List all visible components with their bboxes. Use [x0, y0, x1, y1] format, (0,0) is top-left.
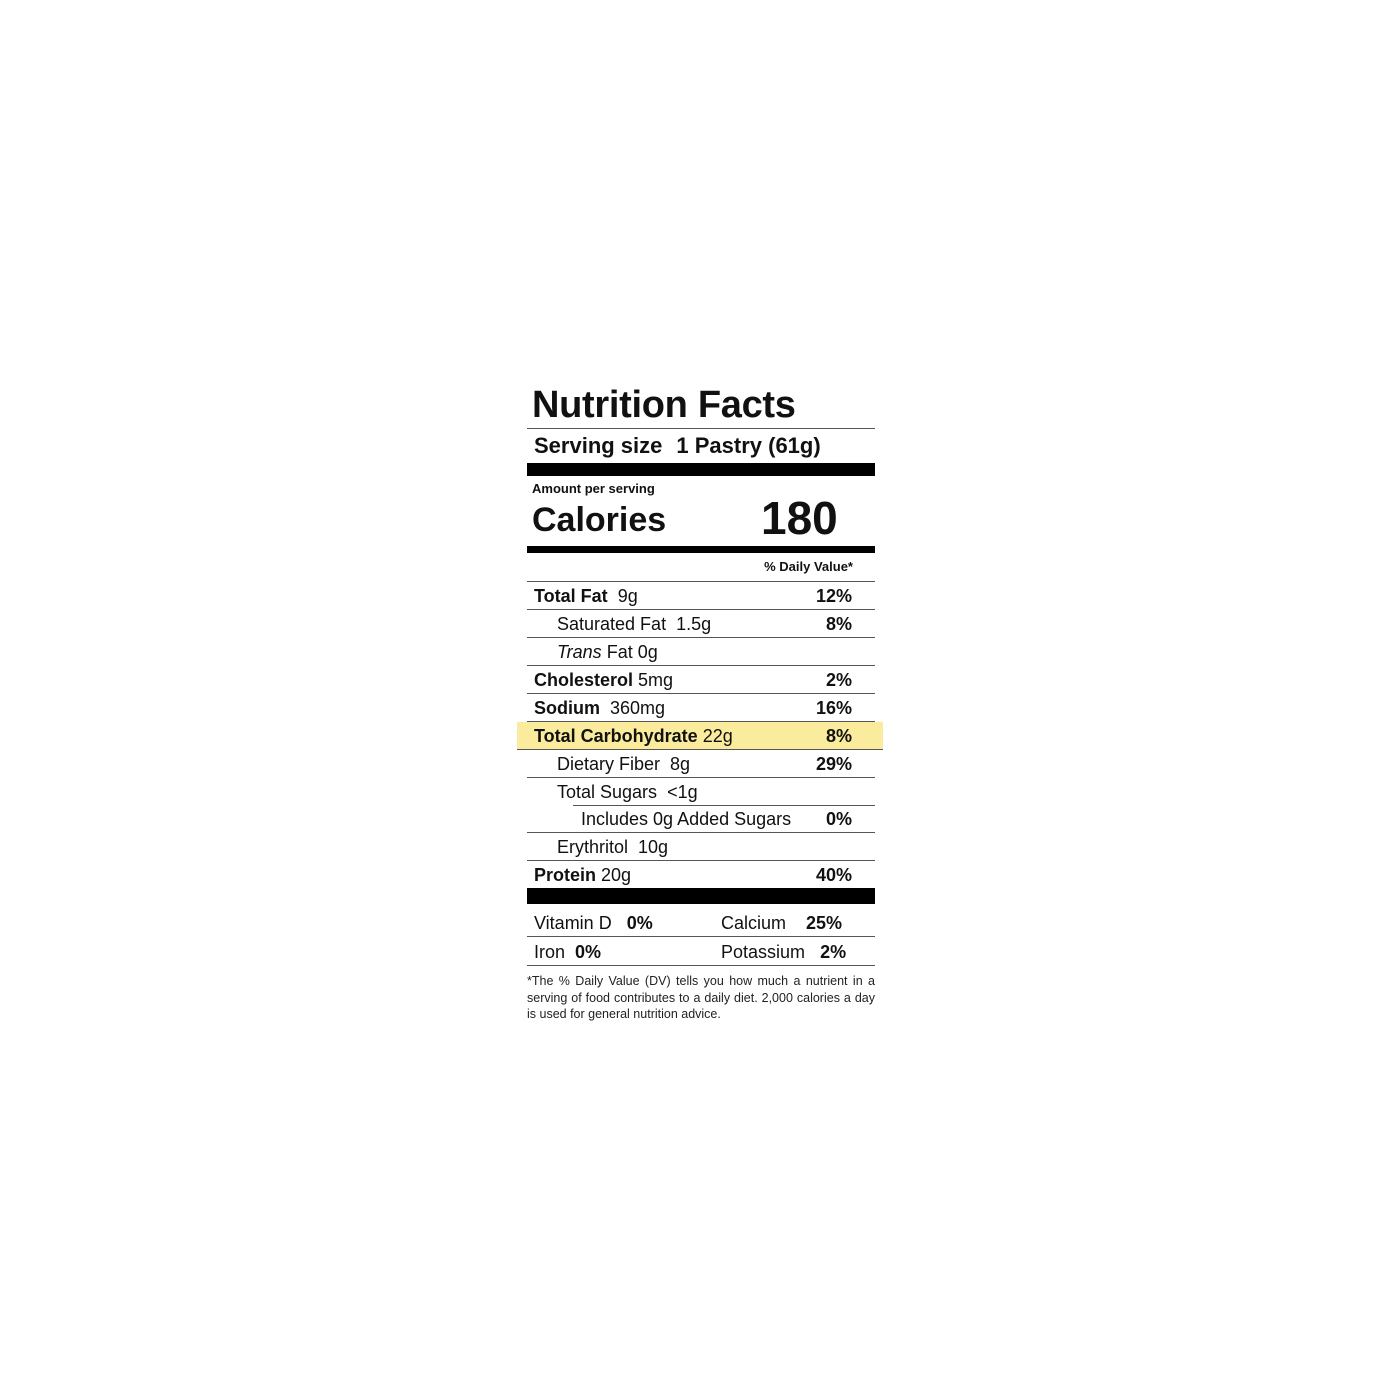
vitamin-daily-value: 25% — [806, 913, 843, 933]
daily-value-footnote: *The % Daily Value (DV) tells you how much a nutrient in a serving of food contributes to a daily diet. 2,000 calories a day is used for general nutrition advice. — [527, 974, 875, 1021]
nutrient-amount: 0g — [637, 642, 658, 662]
nutrient-row-sodium — [527, 694, 875, 722]
nutrient-name: Total Carbohydrate — [534, 726, 698, 746]
nutrient-row-saturated-fat — [527, 610, 875, 638]
nutrition-facts-label — [527, 382, 875, 1023]
label-title: Nutrition Facts — [532, 384, 796, 426]
serving-size-value: 1 Pastry (61g) — [676, 433, 821, 458]
vitamin-daily-value: 2% — [820, 942, 847, 962]
vitamin-name: Vitamin D — [534, 913, 612, 933]
nutrient-name: Cholesterol — [534, 670, 634, 690]
nutrient-name: Saturated Fat — [557, 614, 667, 634]
nutrient-amount: <1g — [667, 782, 698, 802]
thick-divider — [527, 463, 875, 476]
nutrient-name: Includes 0g Added Sugars — [581, 809, 792, 829]
nutrient-row-total-fat — [527, 582, 875, 610]
nutrient-name: Protein — [534, 865, 597, 885]
nutrient-amount: 8g — [670, 754, 691, 774]
nutrient-row-erythritol — [527, 833, 875, 861]
vitamin-row-2 — [527, 937, 875, 966]
nutrient-amount: 1.5g — [676, 614, 712, 634]
nutrient-name: Sodium — [534, 698, 600, 718]
nutrient-amount: 20g — [601, 865, 632, 885]
nutrient-name: Erythritol — [557, 837, 629, 857]
calories-value: 180 — [761, 492, 838, 544]
nutrient-amount: 5mg — [638, 670, 674, 690]
nutrient-daily-value: 16% — [815, 698, 852, 718]
nutrient-name-italic: Trans — [557, 642, 602, 662]
amount-per-serving: Amount per serving — [532, 481, 655, 496]
nutrient-amount: 10g — [638, 837, 669, 857]
vitamin-row-1 — [527, 908, 875, 937]
nutrient-amount: 9g — [617, 586, 638, 606]
vitamin-name: Iron — [534, 942, 566, 962]
nutrient-daily-value: 40% — [815, 865, 852, 885]
nutrient-row-trans-fat — [527, 638, 875, 666]
nutrient-name: Total Sugars — [557, 782, 658, 802]
nutrient-daily-value: 0% — [825, 809, 852, 829]
vitamin-daily-value: 0% — [575, 942, 602, 962]
vitamin-daily-value: 0% — [626, 913, 653, 933]
nutrient-name: Dietary Fiber — [557, 754, 661, 774]
calories-row — [527, 492, 875, 546]
vitamin-name: Calcium — [721, 913, 787, 933]
calories-label: Calories — [532, 501, 667, 539]
serving-size-label: Serving size — [534, 433, 663, 458]
nutrient-row-dietary-fiber — [527, 750, 875, 778]
vitamin-name: Potassium — [721, 942, 806, 962]
nutrient-name: Total Fat — [534, 586, 608, 606]
nutrient-daily-value: 29% — [815, 754, 852, 774]
nutrient-row-total-carbohydrate — [517, 722, 883, 750]
nutrient-name: Fat — [606, 642, 633, 662]
nutrient-amount: 360mg — [610, 698, 666, 718]
nutrient-row-added-sugars — [527, 805, 875, 833]
medium-divider — [527, 546, 875, 553]
nutrient-daily-value: 8% — [825, 726, 852, 746]
nutrient-daily-value: 8% — [825, 614, 852, 634]
thick-divider — [527, 888, 875, 904]
nutrient-daily-value: 2% — [825, 670, 852, 690]
nutrient-row-total-sugars — [527, 778, 875, 805]
nutrient-daily-value: 12% — [815, 586, 852, 606]
nutrient-row-protein — [527, 861, 875, 888]
nutrient-row-cholesterol — [527, 666, 875, 694]
daily-value-header: % Daily Value* — [527, 553, 875, 582]
serving-size-row — [527, 429, 875, 463]
nutrient-amount: 22g — [702, 726, 733, 746]
